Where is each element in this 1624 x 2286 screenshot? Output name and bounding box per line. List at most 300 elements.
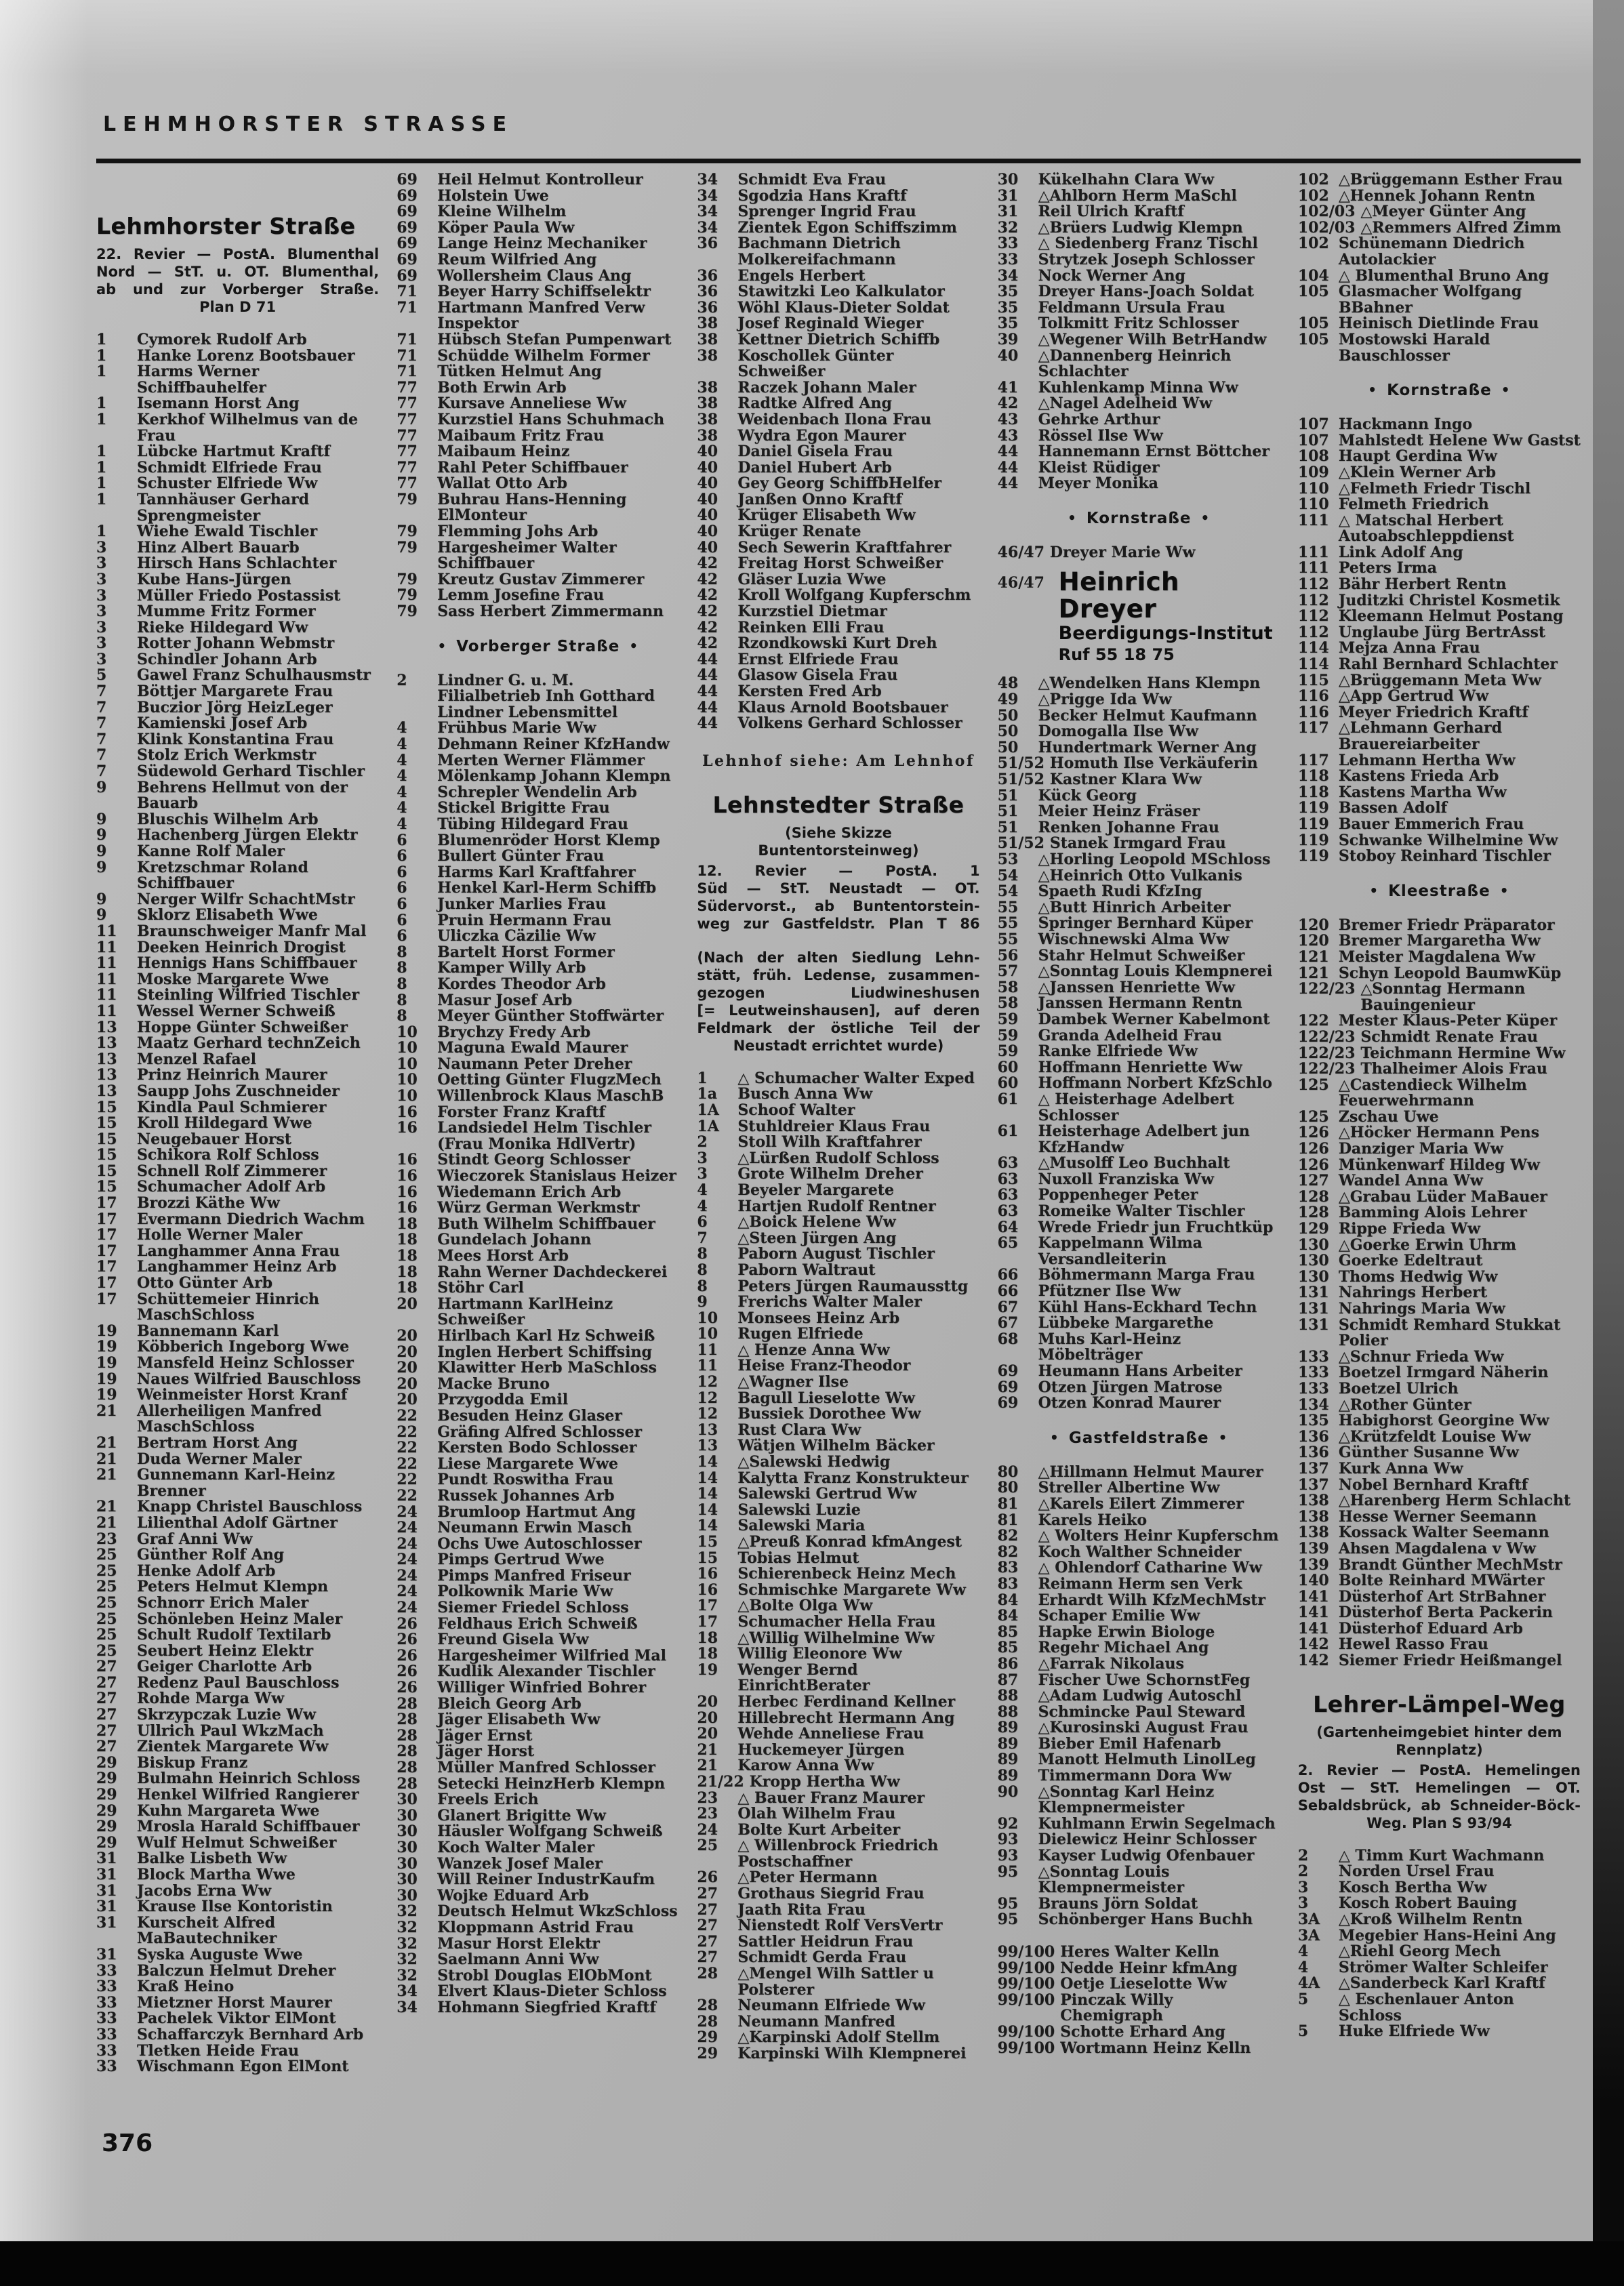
house-number: 40 — [697, 474, 718, 493]
resident-name: △Rother Günter — [1338, 1395, 1471, 1414]
resident-name: Karels Heiko — [1038, 1511, 1148, 1529]
directory-entry — [96, 1067, 379, 1084]
resident-name: Schmidt Gerda Frau — [737, 1948, 907, 1967]
house-number: 139 — [1297, 1539, 1329, 1557]
house-number: 131 — [1297, 1315, 1329, 1334]
directory-entry — [697, 1806, 979, 1822]
resident-name: Heumann Hans Arbeiter — [1038, 1362, 1242, 1380]
resident-name: Dreyer Hans-Joach Soldat — [1038, 283, 1254, 301]
resident-name: Kück Georg — [1038, 786, 1137, 804]
resident-name: Schotte Erhard Ang — [1060, 2022, 1225, 2041]
column-5 — [1298, 172, 1581, 2040]
house-number: 71 — [397, 298, 418, 317]
resident-name: Müller Friedo Postassist — [137, 586, 341, 605]
resident-name: Bremer Friedr Präparator — [1338, 916, 1555, 934]
resident-name: Wanzek Josef Maler — [437, 1854, 603, 1873]
directory-entry — [998, 1172, 1280, 1188]
directory-entry — [697, 1438, 979, 1454]
directory-entry — [697, 1551, 979, 1567]
house-number: 122/23 — [1297, 1044, 1356, 1062]
resident-name: △Hillmann Helmut Maurer — [1038, 1463, 1263, 1481]
house-number: 138 — [1297, 1507, 1329, 1526]
house-number: 82 — [997, 1527, 1019, 1545]
house-number: 38 — [697, 346, 718, 365]
resident-name: Pundt Roswitha Frau — [437, 1471, 613, 1489]
directory-entry — [1298, 1992, 1581, 2024]
resident-name: Hannemann Ernst Böttcher — [1038, 443, 1270, 461]
directory-entry — [697, 460, 979, 476]
directory-entry — [697, 1503, 979, 1519]
resident-name: Syska Auguste Wwe — [137, 1945, 303, 1963]
directory-entry — [96, 1164, 379, 1180]
house-number: 22 — [397, 1486, 418, 1505]
house-number: 81 — [997, 1494, 1019, 1513]
house-number: 24 — [397, 1599, 418, 1617]
street-info — [697, 949, 979, 1055]
house-number: 14 — [697, 1469, 718, 1487]
house-number: 25 — [96, 1546, 117, 1564]
directory-entry — [397, 572, 679, 588]
directory-entry — [697, 540, 979, 556]
cross-street-marker — [998, 1429, 1280, 1447]
house-number: 3 — [96, 586, 107, 605]
directory-entry — [697, 1199, 979, 1215]
directory-entry — [96, 1004, 379, 1020]
directory-entry — [96, 1084, 379, 1100]
resident-name: Goerke Edeltraut — [1338, 1252, 1483, 1270]
resident-name: Janßen Onno Kraftf — [737, 490, 902, 508]
directory-entry — [697, 380, 979, 396]
directory-entry — [96, 1132, 379, 1148]
house-number: 15 — [697, 1549, 718, 1567]
resident-name: Paborn August Tischler — [737, 1245, 935, 1263]
directory-entry — [96, 1467, 379, 1499]
house-number: 77 — [397, 426, 418, 445]
house-number: 21 — [96, 1433, 117, 1452]
house-number: 18 — [697, 1629, 718, 1647]
house-number: 22 — [397, 1406, 418, 1425]
house-number: 29 — [96, 1818, 117, 1836]
directory-entry — [397, 928, 679, 945]
resident-name: Brychzy Fredy Arb — [437, 1023, 591, 1041]
directory-entry — [697, 1119, 979, 1135]
resident-name: Reum Wilfried Ang — [437, 250, 597, 268]
house-number: 6 — [397, 863, 407, 881]
house-number: 6 — [397, 895, 407, 913]
house-number: 18 — [397, 1215, 418, 1233]
resident-name: Hartmann Manfred Verw Inspektor — [437, 298, 645, 333]
house-number: 42 — [697, 634, 718, 653]
directory-entry — [697, 1454, 979, 1471]
house-number: 50 — [997, 706, 1019, 724]
resident-name: Schönberger Hans Buchh — [1038, 1911, 1253, 1929]
resident-name: Becker Helmut Kaufmann — [1038, 706, 1257, 724]
directory-entry — [96, 524, 379, 540]
house-number: 120 — [1297, 916, 1329, 934]
directory-columns — [96, 172, 1581, 2075]
directory-entry — [998, 1395, 1280, 1412]
house-number: 7 — [96, 698, 107, 716]
cross-street-name: Kleestraße — [1388, 882, 1490, 900]
directory-entry — [998, 348, 1280, 380]
cross-street-marker — [1298, 382, 1581, 399]
resident-name: Megebier Hans-Heini Ang — [1338, 1926, 1556, 1944]
directory-entry — [697, 1791, 979, 1807]
resident-name: Schikora Rolf Schloss — [137, 1146, 319, 1164]
house-number: 95 — [997, 1911, 1019, 1929]
directory-entry — [998, 1124, 1280, 1156]
directory-entry — [1298, 1928, 1581, 1944]
directory-entry — [397, 1376, 679, 1393]
house-number: 63 — [997, 1170, 1019, 1188]
resident-name: Wöhl Klaus-Dieter Soldat — [737, 298, 950, 317]
resident-name: Macke Bruno — [437, 1374, 550, 1393]
directory-entry — [96, 1100, 379, 1116]
house-number: 41 — [997, 378, 1019, 396]
resident-name: △ Eschenlauer Anton Schloss — [1338, 1991, 1514, 2024]
house-number: 65 — [997, 1234, 1019, 1252]
resident-name: △Brüers Ludwig Klempn — [1038, 218, 1243, 237]
house-number: 15 — [697, 1533, 718, 1551]
resident-name: Heres Walter Kelln — [1060, 1943, 1219, 1961]
directory-entry — [96, 348, 379, 365]
directory-entry — [1298, 433, 1581, 449]
resident-name: Wulf Helmut Schweißer — [137, 1833, 337, 1852]
house-number: 38 — [697, 378, 718, 396]
resident-name: Glasmacher Wolfgang BBahner — [1338, 283, 1522, 317]
directory-entry — [96, 1532, 379, 1548]
directory-entry — [397, 1696, 679, 1713]
house-number: 44 — [697, 666, 718, 685]
house-number: 71 — [397, 283, 418, 301]
resident-name: △Brüggemann Esther Frau — [1338, 171, 1563, 188]
house-number: 9 — [96, 778, 107, 796]
resident-name: Schmidt Elfriede Frau — [137, 458, 322, 476]
resident-name: Teichmann Hermine Ww — [1360, 1044, 1566, 1062]
directory-entry — [1298, 1349, 1581, 1366]
resident-name: △Boick Helene Ww — [737, 1213, 896, 1231]
house-number: 28 — [697, 1997, 718, 2015]
house-number: 33 — [96, 2025, 117, 2043]
directory-entry — [998, 1204, 1280, 1220]
resident-name: Kindla Paul Schmierer — [137, 1098, 327, 1116]
directory-entry — [998, 996, 1280, 1012]
resident-name: Streller Albertine Ww — [1038, 1479, 1220, 1497]
resident-name: Mumme Fritz Former — [137, 603, 316, 621]
house-number: 31 — [96, 1866, 117, 1883]
house-number: 28 — [697, 2012, 718, 2030]
house-number: 15 — [96, 1114, 117, 1132]
resident-name: Wätjen Wilhelm Bäcker — [737, 1437, 935, 1455]
resident-name: Menzel Rafael — [137, 1050, 256, 1068]
directory-entry — [998, 868, 1280, 884]
resident-name: Gundelach Johann — [437, 1231, 592, 1249]
resident-name: Will Reiner IndustrKaufm — [437, 1871, 655, 1889]
resident-name: △Musolff Leo Buchhalt — [1038, 1154, 1230, 1172]
resident-name: Hargesheimer Walter Schiffbauer — [437, 538, 617, 573]
resident-name: Kraß Heino — [137, 1978, 235, 1996]
resident-name: △ Willenbrock Friedrich Postschaffner — [737, 1837, 939, 1871]
directory-entry — [1298, 1125, 1581, 1141]
house-number: 31 — [96, 1898, 117, 1916]
resident-name: Wiedemann Erich Arb — [437, 1183, 622, 1201]
house-number: 40 — [997, 346, 1019, 365]
house-number: 3 — [697, 1165, 708, 1183]
resident-name: Wydra Egon Maurer — [737, 426, 906, 445]
house-number: 26 — [397, 1679, 418, 1697]
directory-entry — [998, 332, 1280, 348]
directory-entry — [1298, 966, 1581, 982]
bullet-icon: • — [1499, 882, 1509, 899]
directory-entry — [397, 1168, 679, 1185]
house-number: 11 — [96, 954, 117, 973]
resident-name: Schmidt Eva Frau — [737, 171, 887, 188]
resident-name: Holstein Uwe — [437, 186, 549, 205]
info-line: 12. Revier — PostA. 1 — [697, 862, 980, 879]
resident-name: Hirsch Hans Schlachter — [137, 554, 337, 573]
resident-name: Rippe Frieda Ww — [1338, 1220, 1480, 1238]
directory-entry — [96, 732, 379, 748]
resident-name: Krüger Elisabeth Ww — [737, 506, 916, 525]
directory-entry — [998, 1896, 1280, 1913]
house-number: 36 — [697, 283, 718, 301]
house-number: 4A — [1297, 1974, 1320, 1993]
resident-name: △Horling Leopold MSchloss — [1038, 851, 1271, 868]
resident-name: Siemer Friedel Schloss — [437, 1599, 629, 1617]
info-line: Plan D 71 — [199, 299, 277, 315]
directory-entry — [397, 476, 679, 492]
resident-name: Habighorst Georgine Ww — [1338, 1412, 1549, 1430]
directory-entry — [397, 1248, 679, 1265]
spacer — [998, 1928, 1280, 1944]
house-number: 28 — [397, 1774, 418, 1793]
resident-name: Rugen Elfriede — [737, 1325, 864, 1343]
directory-entry — [1298, 1637, 1581, 1653]
house-number: 63 — [997, 1186, 1019, 1204]
house-number: 125 — [1297, 1076, 1329, 1094]
directory-entry — [397, 1760, 679, 1776]
directory-entry — [397, 236, 679, 252]
resident-name: △ Heisterhage Adelbert Schlosser — [1038, 1090, 1234, 1124]
directory-entry — [1298, 1253, 1581, 1269]
house-number: 44 — [697, 698, 718, 716]
house-number: 89 — [997, 1734, 1019, 1753]
house-number: 10 — [397, 1071, 418, 1089]
house-number: 7 — [697, 1229, 708, 1247]
house-number: 77 — [397, 394, 418, 413]
directory-entry — [397, 1200, 679, 1217]
resident-name: Granda Adelheid Frau — [1038, 1026, 1222, 1044]
house-number: 44 — [997, 443, 1019, 461]
house-number: 82 — [997, 1543, 1019, 1561]
resident-name: Otzen Konrad Maurer — [1038, 1394, 1221, 1412]
directory-entry — [697, 1580, 979, 1599]
resident-name: Sass Herbert Zimmermann — [437, 603, 664, 621]
resident-name: Masur Horst Elektr — [437, 1934, 600, 1953]
resident-name: Gräfing Alfred Schlosser — [437, 1423, 643, 1441]
resident-name: △ Siedenberg Franz Tischl — [1038, 234, 1258, 253]
house-number: 15 — [96, 1098, 117, 1116]
directory-entry — [397, 1728, 679, 1744]
directory-entry — [998, 284, 1280, 300]
house-number: 17 — [96, 1194, 117, 1212]
house-number: 3 — [96, 570, 107, 588]
house-number: 99/100 — [997, 1991, 1055, 2009]
directory-entry — [397, 977, 679, 993]
directory-entry — [697, 1711, 979, 1727]
directory-entry — [697, 572, 979, 588]
directory-entry — [998, 1961, 1280, 1977]
directory-entry — [998, 980, 1280, 996]
directory-entry — [697, 636, 979, 652]
resident-name: △Lürßen Rudolf Schloss — [737, 1149, 939, 1167]
directory-entry — [397, 1025, 679, 1041]
directory-entry — [397, 284, 679, 300]
directory-entry — [998, 772, 1280, 788]
house-number: 140 — [1297, 1572, 1329, 1590]
house-number: 25 — [96, 1626, 117, 1644]
bullet-icon: • — [1050, 1429, 1059, 1446]
house-number: 64 — [997, 1218, 1019, 1236]
house-number: 1A — [697, 1101, 719, 1119]
resident-name: Frühbus Marie Ww — [437, 719, 596, 737]
resident-name: Gey Georg SchiffbHelfer — [737, 474, 941, 493]
directory-entry — [96, 1452, 379, 1468]
house-number: 30 — [997, 171, 1019, 188]
house-number: 18 — [397, 1263, 418, 1281]
house-number: 19 — [96, 1386, 117, 1404]
directory-entry — [96, 780, 379, 812]
scan-edge-right — [1593, 0, 1624, 2286]
directory-entry — [998, 1545, 1280, 1561]
resident-name: △ Wolters Heinr Kupferschm — [1038, 1527, 1279, 1545]
directory-entry — [397, 1904, 679, 1920]
resident-name: Kleine Wilhelm — [437, 203, 567, 221]
directory-entry — [697, 300, 979, 317]
directory-entry — [96, 924, 379, 940]
directory-entry — [397, 300, 679, 332]
resident-name: Henke Adolf Arb — [137, 1562, 276, 1580]
directory-entry — [998, 1560, 1280, 1576]
resident-name: Otto Günter Arb — [137, 1274, 273, 1292]
directory-entry — [1298, 785, 1581, 801]
resident-name: Hapke Erwin Biologe — [1038, 1622, 1215, 1641]
house-number: 9 — [697, 1293, 708, 1311]
house-number: 90 — [997, 1782, 1019, 1801]
house-number: 34 — [997, 266, 1019, 285]
directory-entry — [1298, 800, 1581, 817]
resident-name: Jäger Horst — [437, 1742, 535, 1761]
resident-name: Josef Reginald Wieger — [737, 314, 924, 333]
resident-name: Kloppmann Astrid Frau — [437, 1918, 634, 1936]
house-number: 61 — [997, 1122, 1019, 1141]
directory-entry — [998, 724, 1280, 740]
house-number: 77 — [397, 458, 418, 476]
directory-entry — [697, 1966, 979, 1998]
house-number: 27 — [96, 1738, 117, 1756]
directory-entry — [96, 1963, 379, 1980]
house-number: 26 — [397, 1662, 418, 1681]
directory-entry — [998, 476, 1280, 492]
directory-entry — [998, 1332, 1280, 1364]
directory-entry — [96, 1339, 379, 1355]
house-number: 1 — [697, 1069, 708, 1087]
directory-entry — [397, 1616, 679, 1633]
house-number: 3A — [1297, 1911, 1320, 1929]
resident-name: Heisterhage Adelbert jun KfzHandw — [1038, 1122, 1250, 1156]
resident-name: △ Schumacher Walter Exped — [737, 1069, 975, 1087]
resident-name: Krause Ilse Kontoristin — [137, 1898, 333, 1916]
house-number: 7 — [96, 714, 107, 733]
house-number: 18 — [397, 1247, 418, 1265]
resident-name: △Sonntag Karl Heinz Klempnermeister — [1038, 1782, 1215, 1817]
resident-name: Strobl Douglas ElObMont — [437, 1966, 652, 1984]
house-number: 16 — [397, 1119, 418, 1137]
house-number: 79 — [397, 570, 418, 588]
resident-name: △Hennek Johann Rentn — [1338, 186, 1535, 205]
directory-entry — [998, 1576, 1280, 1593]
directory-entry — [397, 817, 679, 833]
resident-name: Steinling Wilfried Tischler — [137, 986, 360, 1004]
house-number: 141 — [1297, 1604, 1329, 1622]
directory-entry — [998, 2024, 1280, 2041]
resident-name: △Kroß Wilhelm Rentn — [1338, 1911, 1523, 1929]
house-number: 8 — [697, 1277, 708, 1295]
resident-name: Düsterhof Art StrBahner — [1338, 1587, 1546, 1606]
house-number: 22 — [397, 1439, 418, 1457]
resident-name: △Adam Ludwig Autoschl — [1038, 1687, 1242, 1705]
resident-name: Kroll Wolfgang Kupferschm — [737, 586, 971, 605]
resident-name: Kersten Fred Arb — [737, 682, 882, 700]
resident-name: Stindt Georg Schlosser — [437, 1151, 630, 1169]
resident-name: △Castendieck Wilhelm Feuerwehrmann — [1338, 1076, 1527, 1110]
resident-name: △ Henze Anna Ww — [737, 1341, 890, 1359]
resident-name: Schindler Johann Arb — [137, 650, 317, 668]
directory-entry — [998, 1816, 1280, 1833]
resident-name: Kappelmann Wilma Versandleiterin — [1038, 1234, 1202, 1268]
resident-name: Dambek Werner Kabelmont — [1038, 1010, 1270, 1028]
resident-name: Kastens Frieda Arb — [1338, 767, 1499, 785]
directory-entry — [96, 1899, 379, 1915]
directory-entry — [697, 1822, 979, 1839]
resident-name: Gawel Franz Schulhausmstr — [137, 666, 371, 685]
house-number: 111 — [1297, 543, 1329, 561]
house-number: 9 — [96, 906, 107, 924]
resident-name: Pinczak Willy Chemigraph — [1060, 1991, 1173, 2025]
house-number: 27 — [697, 1932, 718, 1951]
resident-name: △Willig Wilhelmine Ww — [737, 1629, 935, 1647]
house-number: 54 — [997, 866, 1019, 884]
resident-name: Kretzschmar Roland Schiffbauer — [137, 858, 308, 893]
house-number: 89 — [997, 1767, 1019, 1785]
resident-name: Bauer Emmerich Frau — [1338, 815, 1524, 833]
directory-entry — [397, 1664, 679, 1680]
directory-entry — [697, 1726, 979, 1742]
resident-name: Engels Herbert — [737, 266, 866, 285]
directory-entry — [697, 700, 979, 716]
directory-entry — [998, 412, 1280, 428]
house-number: 29 — [697, 2045, 718, 2062]
directory-entry — [96, 1995, 379, 2012]
directory-entry — [997, 1622, 1280, 1641]
resident-name: Poppenheger Peter — [1038, 1186, 1198, 1204]
house-number: 5 — [1297, 2022, 1309, 2041]
resident-name: Naues Wilfried Bauschloss — [137, 1370, 361, 1388]
resident-name: Bluschis Wilhelm Arb — [137, 810, 319, 828]
resident-name: △App Gertrud Ww — [1338, 687, 1489, 706]
house-number: 95 — [997, 1894, 1019, 1913]
resident-name: Kossack Walter Seemann — [1338, 1524, 1549, 1542]
